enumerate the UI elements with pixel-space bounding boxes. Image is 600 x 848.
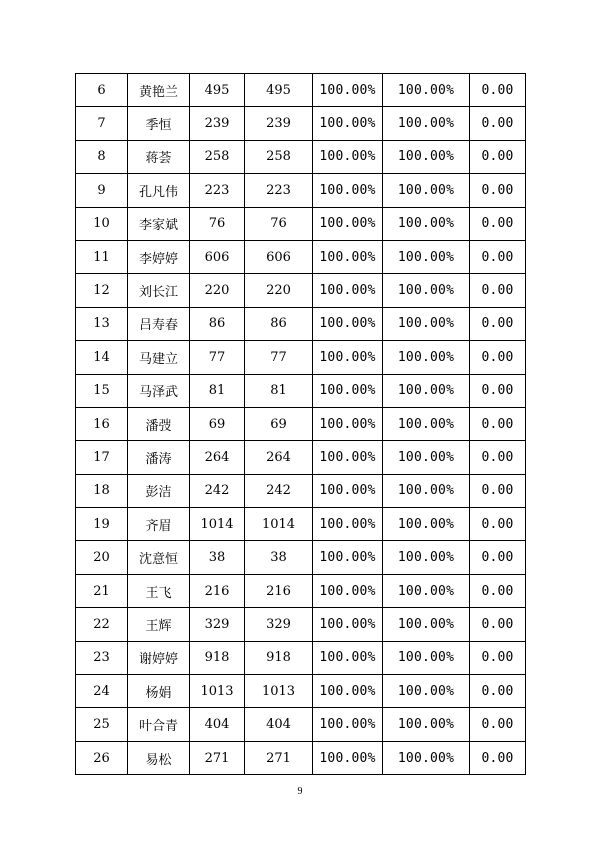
- cell-value-b: 271: [245, 741, 313, 774]
- cell-index: 20: [76, 541, 128, 574]
- cell-rate-1: 100.00%: [313, 107, 383, 140]
- cell-name: 李婷婷: [128, 240, 190, 273]
- cell-rate-2: 100.00%: [383, 374, 470, 407]
- cell-rate-1: 100.00%: [313, 508, 383, 541]
- cell-index: 14: [76, 341, 128, 374]
- table-row: [76, 374, 526, 407]
- table-row: [76, 174, 526, 207]
- cell-name: 彭洁: [128, 474, 190, 507]
- cell-rate-2: 100.00%: [383, 474, 470, 507]
- cell-index: 9: [76, 174, 128, 207]
- cell-name: 李家斌: [128, 207, 190, 240]
- cell-value-a: 1014: [190, 508, 245, 541]
- cell-rate-1: 100.00%: [313, 641, 383, 674]
- cell-value-b: 223: [245, 174, 313, 207]
- cell-value-b: 76: [245, 207, 313, 240]
- cell-value-b: 81: [245, 374, 313, 407]
- cell-rate-2: 100.00%: [383, 441, 470, 474]
- cell-value-a: 216: [190, 574, 245, 607]
- cell-rate-1: 100.00%: [313, 441, 383, 474]
- cell-value-b: 239: [245, 107, 313, 140]
- cell-rate-1: 100.00%: [313, 274, 383, 307]
- cell-name: 马建立: [128, 341, 190, 374]
- cell-name: 马泽武: [128, 374, 190, 407]
- cell-rate-1: 100.00%: [313, 541, 383, 574]
- cell-value-b: 1013: [245, 675, 313, 708]
- cell-difference: 0.00: [470, 107, 526, 140]
- cell-rate-1: 100.00%: [313, 608, 383, 641]
- cell-name: 谢婷婷: [128, 641, 190, 674]
- cell-rate-1: 100.00%: [313, 307, 383, 340]
- cell-difference: 0.00: [470, 307, 526, 340]
- cell-index: 22: [76, 608, 128, 641]
- cell-value-a: 1013: [190, 675, 245, 708]
- cell-value-a: 81: [190, 374, 245, 407]
- cell-rate-2: 100.00%: [383, 508, 470, 541]
- cell-value-a: 918: [190, 641, 245, 674]
- cell-value-b: 606: [245, 240, 313, 273]
- cell-difference: 0.00: [470, 174, 526, 207]
- cell-value-a: 223: [190, 174, 245, 207]
- cell-value-a: 77: [190, 341, 245, 374]
- cell-difference: 0.00: [470, 474, 526, 507]
- cell-value-b: 216: [245, 574, 313, 607]
- cell-value-a: 86: [190, 307, 245, 340]
- cell-name: 王辉: [128, 608, 190, 641]
- cell-value-a: 606: [190, 240, 245, 273]
- table-row: [76, 240, 526, 273]
- cell-rate-2: 100.00%: [383, 341, 470, 374]
- cell-rate-1: 100.00%: [313, 374, 383, 407]
- table-row: [76, 107, 526, 140]
- cell-rate-2: 100.00%: [383, 608, 470, 641]
- table-body: [76, 74, 526, 775]
- cell-value-a: 404: [190, 708, 245, 741]
- cell-difference: 0.00: [470, 675, 526, 708]
- cell-value-b: 264: [245, 441, 313, 474]
- cell-name: 孔凡伟: [128, 174, 190, 207]
- table-row: [76, 307, 526, 340]
- page-number: 9: [297, 786, 303, 797]
- cell-difference: 0.00: [470, 508, 526, 541]
- cell-index: 26: [76, 741, 128, 774]
- table-row: [76, 74, 526, 107]
- cell-value-a: 264: [190, 441, 245, 474]
- cell-rate-1: 100.00%: [313, 708, 383, 741]
- cell-value-a: 242: [190, 474, 245, 507]
- table-row: [76, 274, 526, 307]
- cell-index: 24: [76, 675, 128, 708]
- cell-rate-1: 100.00%: [313, 74, 383, 107]
- cell-index: 17: [76, 441, 128, 474]
- table-row: [76, 608, 526, 641]
- cell-value-b: 404: [245, 708, 313, 741]
- cell-value-b: 242: [245, 474, 313, 507]
- cell-name: 季恒: [128, 107, 190, 140]
- cell-rate-1: 100.00%: [313, 407, 383, 440]
- cell-index: 16: [76, 407, 128, 440]
- cell-rate-2: 100.00%: [383, 74, 470, 107]
- table-row: [76, 407, 526, 440]
- cell-index: 12: [76, 274, 128, 307]
- cell-value-a: 271: [190, 741, 245, 774]
- cell-rate-2: 100.00%: [383, 307, 470, 340]
- cell-rate-1: 100.00%: [313, 174, 383, 207]
- cell-difference: 0.00: [470, 541, 526, 574]
- cell-difference: 0.00: [470, 574, 526, 607]
- cell-value-b: 258: [245, 140, 313, 173]
- cell-name: 易松: [128, 741, 190, 774]
- cell-value-a: 258: [190, 140, 245, 173]
- cell-rate-1: 100.00%: [313, 240, 383, 273]
- cell-index: 11: [76, 240, 128, 273]
- cell-difference: 0.00: [470, 641, 526, 674]
- cell-difference: 0.00: [470, 741, 526, 774]
- cell-rate-1: 100.00%: [313, 574, 383, 607]
- table-row: [76, 474, 526, 507]
- cell-value-a: 495: [190, 74, 245, 107]
- cell-value-a: 220: [190, 274, 245, 307]
- cell-index: 13: [76, 307, 128, 340]
- table-row: [76, 207, 526, 240]
- cell-index: 18: [76, 474, 128, 507]
- cell-name: 刘长江: [128, 274, 190, 307]
- table-row: [76, 140, 526, 173]
- cell-name: 潘涛: [128, 441, 190, 474]
- cell-value-a: 329: [190, 608, 245, 641]
- table-row: [76, 441, 526, 474]
- table-row: [76, 641, 526, 674]
- cell-value-b: 495: [245, 74, 313, 107]
- cell-index: 21: [76, 574, 128, 607]
- cell-rate-2: 100.00%: [383, 207, 470, 240]
- table-row: [76, 341, 526, 374]
- cell-value-b: 69: [245, 407, 313, 440]
- cell-index: 6: [76, 74, 128, 107]
- cell-index: 8: [76, 140, 128, 173]
- cell-rate-2: 100.00%: [383, 641, 470, 674]
- cell-name: 潘弢: [128, 407, 190, 440]
- cell-name: 叶合青: [128, 708, 190, 741]
- cell-name: 杨娟: [128, 675, 190, 708]
- cell-difference: 0.00: [470, 708, 526, 741]
- cell-name: 蒋荟: [128, 140, 190, 173]
- cell-index: 19: [76, 508, 128, 541]
- cell-rate-2: 100.00%: [383, 675, 470, 708]
- cell-value-b: 86: [245, 307, 313, 340]
- cell-difference: 0.00: [470, 140, 526, 173]
- cell-difference: 0.00: [470, 608, 526, 641]
- cell-rate-2: 100.00%: [383, 174, 470, 207]
- cell-value-a: 239: [190, 107, 245, 140]
- cell-rate-2: 100.00%: [383, 274, 470, 307]
- table-row: [76, 708, 526, 741]
- cell-name: 齐眉: [128, 508, 190, 541]
- cell-rate-2: 100.00%: [383, 574, 470, 607]
- table-row: [76, 541, 526, 574]
- cell-name: 王飞: [128, 574, 190, 607]
- cell-rate-2: 100.00%: [383, 107, 470, 140]
- table-row: [76, 574, 526, 607]
- table-row: [76, 741, 526, 774]
- cell-index: 23: [76, 641, 128, 674]
- cell-value-a: 76: [190, 207, 245, 240]
- cell-rate-1: 100.00%: [313, 474, 383, 507]
- cell-value-b: 1014: [245, 508, 313, 541]
- cell-value-b: 220: [245, 274, 313, 307]
- cell-index: 25: [76, 708, 128, 741]
- cell-value-a: 38: [190, 541, 245, 574]
- cell-value-b: 329: [245, 608, 313, 641]
- cell-index: 15: [76, 374, 128, 407]
- cell-difference: 0.00: [470, 341, 526, 374]
- table-row: [76, 675, 526, 708]
- cell-difference: 0.00: [470, 274, 526, 307]
- cell-difference: 0.00: [470, 374, 526, 407]
- data-table: [75, 73, 526, 775]
- cell-value-a: 69: [190, 407, 245, 440]
- cell-rate-2: 100.00%: [383, 407, 470, 440]
- cell-difference: 0.00: [470, 207, 526, 240]
- cell-name: 吕寿春: [128, 307, 190, 340]
- table-row: [76, 508, 526, 541]
- cell-value-b: 38: [245, 541, 313, 574]
- cell-rate-2: 100.00%: [383, 741, 470, 774]
- cell-value-b: 918: [245, 641, 313, 674]
- cell-name: 黄艳兰: [128, 74, 190, 107]
- cell-rate-2: 100.00%: [383, 240, 470, 273]
- cell-difference: 0.00: [470, 407, 526, 440]
- cell-rate-1: 100.00%: [313, 140, 383, 173]
- cell-rate-2: 100.00%: [383, 140, 470, 173]
- cell-index: 7: [76, 107, 128, 140]
- cell-name: 沈意恒: [128, 541, 190, 574]
- cell-difference: 0.00: [470, 74, 526, 107]
- cell-rate-1: 100.00%: [313, 341, 383, 374]
- cell-rate-1: 100.00%: [313, 741, 383, 774]
- cell-difference: 0.00: [470, 240, 526, 273]
- cell-rate-1: 100.00%: [313, 675, 383, 708]
- cell-index: 10: [76, 207, 128, 240]
- cell-rate-1: 100.00%: [313, 207, 383, 240]
- cell-rate-2: 100.00%: [383, 541, 470, 574]
- cell-difference: 0.00: [470, 441, 526, 474]
- cell-value-b: 77: [245, 341, 313, 374]
- cell-rate-2: 100.00%: [383, 708, 470, 741]
